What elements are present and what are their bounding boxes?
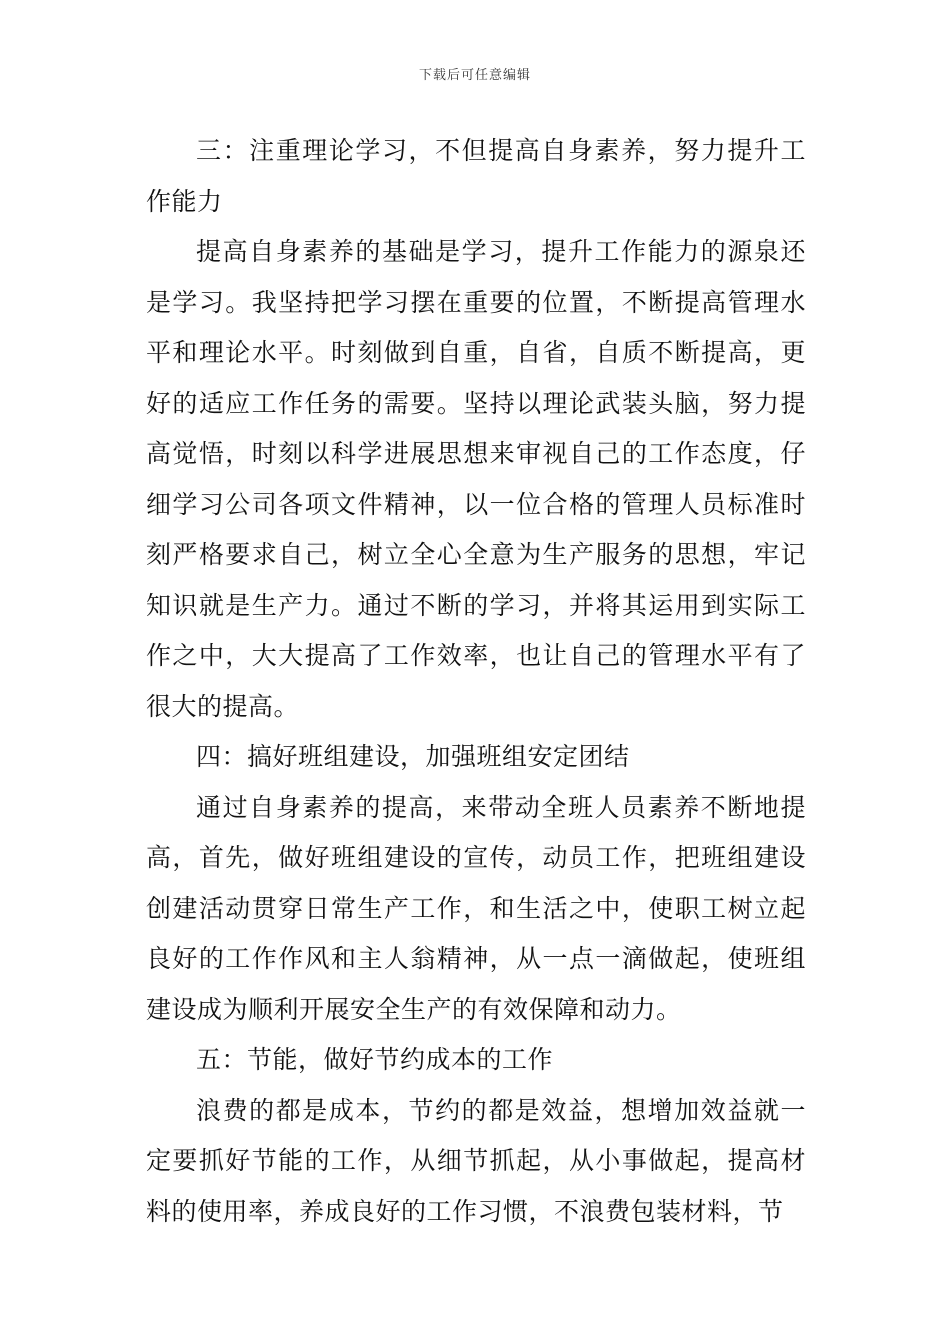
section-heading-5: 五：节能，做好节约成本的工作 xyxy=(196,1045,554,1074)
body-paragraph: 提高自身素养的基础是学习，提升工作能力的源泉还是学习。我坚持把学习摆在重要的位置，不断提高管理水平和理论水平。时刻做到自重，自省，自质不断提高，更好的适应工作任务的需要。坚持以理论武装头脑，努力提高觉悟，时刻以科学进展思想来审视自己的工作态度，仔细学习公司各项文件精神，以一位合格的管理人员标准时刻严格要求自己，树立全心全意为生产服务的思想，牢记知识就是生产力。通过不断的学习，并将其运用到实际工作之中，大大提高了工作效率，也让自己的管理水平有了很大的提高。 xyxy=(146,237,806,721)
body-paragraph: 通过自身素养的提高，来带动全班人员素养不断地提高，首先，做好班组建设的宣传，动员工作，把班组建设创建活动贯穿日常生产工作，和生活之中，使职工树立起良好的工作作风和主人翁精神，从一点一滴做起，使班组建设成为顺利开展安全生产的有效保障和动力。 xyxy=(146,792,806,1024)
section-heading-4: 四：搞好班组建设，加强班组安定团结 xyxy=(196,742,630,771)
body-paragraph: 浪费的都是成本，节约的都是效益，想增加效益就一定要抓好节能的工作，从细节抓起，从小事做起，提高材料的使用率，养成良好的工作习惯，不浪费包装材料，节 xyxy=(146,1095,806,1226)
section-heading-3: 三：注重理论学习，不但提高自身素养，努力提升工作能力 xyxy=(146,136,806,216)
document-body xyxy=(146,126,806,1237)
page-header: 下载后可任意编辑 xyxy=(418,68,531,83)
